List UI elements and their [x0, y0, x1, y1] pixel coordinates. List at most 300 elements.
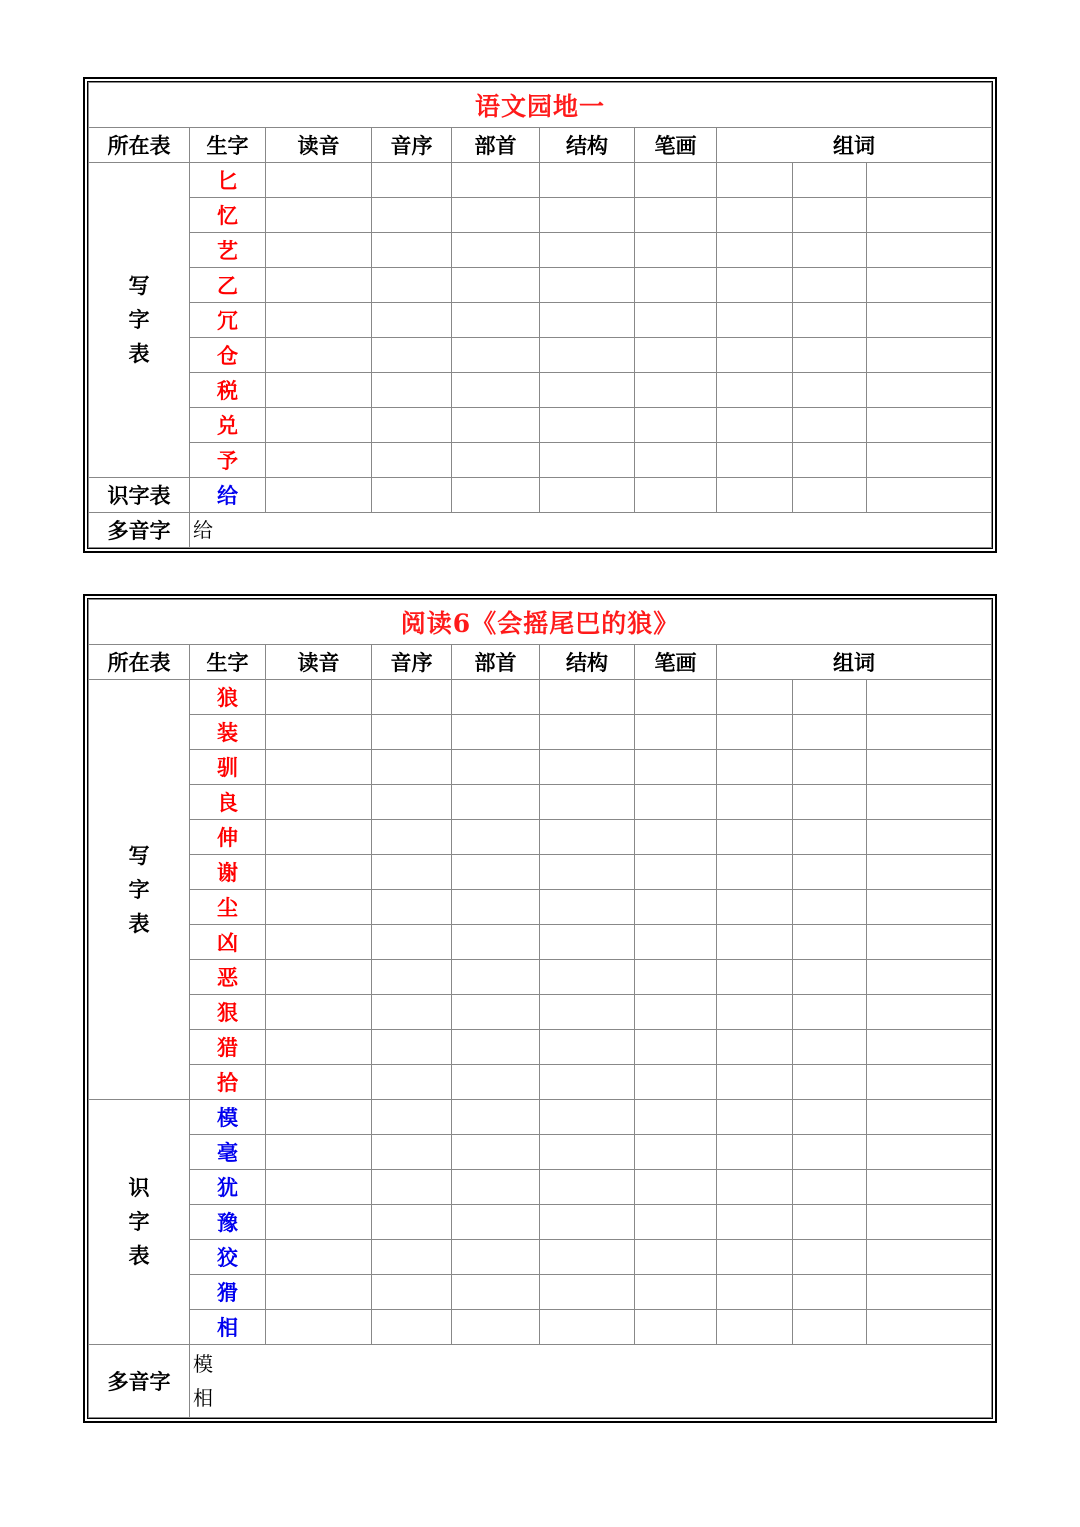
word-cell-3[interactable] [867, 198, 992, 233]
pronunciation-cell[interactable] [266, 1100, 372, 1135]
strokes-cell[interactable] [635, 198, 717, 233]
header-word-formation: 组词 [717, 128, 992, 163]
strokes-cell[interactable] [635, 163, 717, 198]
pronunciation-cell[interactable] [266, 478, 372, 513]
word-cell-3[interactable] [867, 855, 992, 890]
write-table-label [89, 680, 190, 1100]
word-cell-1[interactable] [717, 163, 793, 198]
word-cell-1[interactable] [717, 855, 793, 890]
read-table-label [89, 1100, 190, 1345]
word-cell-2[interactable] [793, 750, 867, 785]
character-cell: 狠 [190, 995, 266, 1030]
pronunciation-cell[interactable] [266, 1065, 372, 1100]
radical-cell[interactable] [452, 478, 540, 513]
word-cell-1[interactable] [717, 373, 793, 408]
pronunciation-cell[interactable] [266, 303, 372, 338]
radical-cell[interactable] [452, 233, 540, 268]
table-row [89, 1205, 992, 1240]
table-row [89, 890, 992, 925]
phonetic-order-cell[interactable] [372, 233, 452, 268]
header-character: 生字 [190, 128, 266, 163]
polyphone-label: 多音字 [89, 513, 190, 548]
pronunciation-cell[interactable] [266, 1240, 372, 1275]
word-cell-1[interactable] [717, 1065, 793, 1100]
radical-cell[interactable] [452, 163, 540, 198]
polyphone-character: 模 [193, 1352, 213, 1376]
structure-cell[interactable] [540, 1030, 635, 1065]
phonetic-order-cell[interactable] [372, 373, 452, 408]
pronunciation-cell[interactable] [266, 925, 372, 960]
character-cell: 伸 [190, 820, 266, 855]
word-cell-3[interactable] [867, 680, 992, 715]
table-row [89, 820, 992, 855]
structure-cell[interactable] [540, 1275, 635, 1310]
radical-cell[interactable] [452, 820, 540, 855]
pronunciation-cell[interactable] [266, 1310, 372, 1345]
pronunciation-cell[interactable] [266, 268, 372, 303]
table-row [89, 233, 992, 268]
pronunciation-cell[interactable] [266, 785, 372, 820]
strokes-cell[interactable] [635, 268, 717, 303]
word-cell-3[interactable] [867, 715, 992, 750]
word-cell-3[interactable] [867, 478, 992, 513]
pronunciation-cell[interactable] [266, 1170, 372, 1205]
pronunciation-cell[interactable] [266, 198, 372, 233]
word-cell-3[interactable] [867, 373, 992, 408]
word-cell-2[interactable] [793, 198, 867, 233]
word-cell-3[interactable] [867, 820, 992, 855]
phonetic-order-cell[interactable] [372, 443, 452, 478]
word-cell-2[interactable] [793, 303, 867, 338]
structure-cell[interactable] [540, 1100, 635, 1135]
word-cell-3[interactable] [867, 303, 992, 338]
word-cell-2[interactable] [793, 1030, 867, 1065]
radical-cell[interactable] [452, 303, 540, 338]
word-cell-1[interactable] [717, 268, 793, 303]
table-row [89, 268, 992, 303]
word-cell-1[interactable] [717, 925, 793, 960]
strokes-cell[interactable] [635, 1100, 717, 1135]
radical-cell[interactable] [452, 198, 540, 233]
word-cell-2[interactable] [793, 338, 867, 373]
header-row [89, 645, 992, 680]
radical-cell[interactable] [452, 680, 540, 715]
word-cell-1[interactable] [717, 960, 793, 995]
word-cell-1[interactable] [717, 1030, 793, 1065]
phonetic-order-cell[interactable] [372, 338, 452, 373]
word-cell-1[interactable] [717, 1240, 793, 1275]
radical-cell[interactable] [452, 855, 540, 890]
table-row [89, 478, 992, 513]
pronunciation-cell[interactable] [266, 1205, 372, 1240]
structure-cell[interactable] [540, 680, 635, 715]
table-title: 阅读6《会摇尾巴的狼》 [89, 600, 992, 645]
character-cell: 豫 [190, 1205, 266, 1240]
radical-cell[interactable] [452, 1135, 540, 1170]
table-row [89, 303, 992, 338]
structure-cell[interactable] [540, 303, 635, 338]
structure-cell[interactable] [540, 443, 635, 478]
radical-cell[interactable] [452, 1310, 540, 1345]
structure-cell[interactable] [540, 268, 635, 303]
pronunciation-cell[interactable] [266, 1135, 372, 1170]
phonetic-order-cell[interactable] [372, 750, 452, 785]
write-table-label-char: 表 [128, 341, 150, 366]
header-strokes: 笔画 [635, 128, 717, 163]
character-cell: 装 [190, 715, 266, 750]
character-cell: 尘 [190, 890, 266, 925]
table-row [89, 338, 992, 373]
phonetic-order-cell[interactable] [372, 995, 452, 1030]
header-word-formation: 组词 [717, 645, 992, 680]
phonetic-order-cell[interactable] [372, 478, 452, 513]
radical-cell[interactable] [452, 995, 540, 1030]
strokes-cell[interactable] [635, 960, 717, 995]
radical-cell[interactable] [452, 443, 540, 478]
word-cell-1[interactable] [717, 1275, 793, 1310]
word-cell-1[interactable] [717, 233, 793, 268]
table-row [89, 925, 992, 960]
word-cell-1[interactable] [717, 785, 793, 820]
header-phonetic-order: 音序 [372, 128, 452, 163]
word-cell-3[interactable] [867, 1275, 992, 1310]
strokes-cell[interactable] [635, 890, 717, 925]
phonetic-order-cell[interactable] [372, 1170, 452, 1205]
word-cell-2[interactable] [793, 373, 867, 408]
structure-cell[interactable] [540, 338, 635, 373]
word-cell-1[interactable] [717, 1205, 793, 1240]
strokes-cell[interactable] [635, 1030, 717, 1065]
word-cell-3[interactable] [867, 750, 992, 785]
character-cell: 给 [190, 478, 266, 513]
pronunciation-cell[interactable] [266, 338, 372, 373]
structure-cell[interactable] [540, 1310, 635, 1345]
radical-cell[interactable] [452, 750, 540, 785]
pronunciation-cell[interactable] [266, 715, 372, 750]
structure-cell[interactable] [540, 233, 635, 268]
header-row [89, 128, 992, 163]
word-cell-1[interactable] [717, 1170, 793, 1205]
word-cell-1[interactable] [717, 303, 793, 338]
strokes-cell[interactable] [635, 373, 717, 408]
strokes-cell[interactable] [635, 338, 717, 373]
word-cell-2[interactable] [793, 890, 867, 925]
character-cell: 毫 [190, 1135, 266, 1170]
word-cell-2[interactable] [793, 1135, 867, 1170]
header-radical: 部首 [452, 645, 540, 680]
word-cell-2[interactable] [793, 233, 867, 268]
phonetic-order-cell[interactable] [372, 1065, 452, 1100]
word-cell-3[interactable] [867, 1310, 992, 1345]
word-cell-1[interactable] [717, 995, 793, 1030]
word-cell-3[interactable] [867, 408, 992, 443]
structure-cell[interactable] [540, 750, 635, 785]
phonetic-order-cell[interactable] [372, 1135, 452, 1170]
strokes-cell[interactable] [635, 785, 717, 820]
structure-cell[interactable] [540, 408, 635, 443]
word-cell-2[interactable] [793, 960, 867, 995]
word-cell-2[interactable] [793, 1310, 867, 1345]
radical-cell[interactable] [452, 1275, 540, 1310]
header-structure: 结构 [540, 645, 635, 680]
polyphone-values[interactable] [190, 513, 992, 548]
radical-cell[interactable] [452, 408, 540, 443]
strokes-cell[interactable] [635, 820, 717, 855]
pronunciation-cell[interactable] [266, 163, 372, 198]
strokes-cell[interactable] [635, 995, 717, 1030]
strokes-cell[interactable] [635, 1240, 717, 1275]
strokes-cell[interactable] [635, 1135, 717, 1170]
radical-cell[interactable] [452, 890, 540, 925]
word-cell-2[interactable] [793, 1275, 867, 1310]
word-cell-2[interactable] [793, 408, 867, 443]
structure-cell[interactable] [540, 163, 635, 198]
pronunciation-cell[interactable] [266, 855, 372, 890]
strokes-cell[interactable] [635, 1205, 717, 1240]
word-cell-1[interactable] [717, 1100, 793, 1135]
strokes-cell[interactable] [635, 1310, 717, 1345]
strokes-cell[interactable] [635, 1065, 717, 1100]
word-cell-2[interactable] [793, 995, 867, 1030]
phonetic-order-cell[interactable] [372, 680, 452, 715]
word-cell-2[interactable] [793, 820, 867, 855]
word-cell-3[interactable] [867, 338, 992, 373]
radical-cell[interactable] [452, 1170, 540, 1205]
word-cell-1[interactable] [717, 198, 793, 233]
word-cell-3[interactable] [867, 1065, 992, 1100]
pronunciation-cell[interactable] [266, 443, 372, 478]
character-cell: 乙 [190, 268, 266, 303]
character-cell: 猾 [190, 1275, 266, 1310]
phonetic-order-cell[interactable] [372, 1240, 452, 1275]
radical-cell[interactable] [452, 1065, 540, 1100]
character-cell: 恶 [190, 960, 266, 995]
header-location: 所在表 [89, 645, 190, 680]
word-cell-2[interactable] [793, 1065, 867, 1100]
structure-cell[interactable] [540, 1240, 635, 1275]
phonetic-order-cell[interactable] [372, 1205, 452, 1240]
phonetic-order-cell[interactable] [372, 1030, 452, 1065]
word-cell-3[interactable] [867, 785, 992, 820]
table-row [89, 750, 992, 785]
structure-cell[interactable] [540, 478, 635, 513]
table-row [89, 1065, 992, 1100]
structure-cell[interactable] [540, 1170, 635, 1205]
character-cell: 谢 [190, 855, 266, 890]
phonetic-order-cell[interactable] [372, 890, 452, 925]
polyphone-label: 多音字 [89, 1345, 190, 1418]
pronunciation-cell[interactable] [266, 995, 372, 1030]
word-cell-3[interactable] [867, 1205, 992, 1240]
strokes-cell[interactable] [635, 715, 717, 750]
radical-cell[interactable] [452, 373, 540, 408]
strokes-cell[interactable] [635, 478, 717, 513]
radical-cell[interactable] [452, 1030, 540, 1065]
table-row [89, 715, 992, 750]
phonetic-order-cell[interactable] [372, 785, 452, 820]
pronunciation-cell[interactable] [266, 820, 372, 855]
word-cell-3[interactable] [867, 995, 992, 1030]
word-cell-2[interactable] [793, 680, 867, 715]
word-cell-3[interactable] [867, 1030, 992, 1065]
strokes-cell[interactable] [635, 925, 717, 960]
phonetic-order-cell[interactable] [372, 198, 452, 233]
strokes-cell[interactable] [635, 855, 717, 890]
phonetic-order-cell[interactable] [372, 960, 452, 995]
write-table-label-char: 写 [128, 842, 150, 868]
word-cell-2[interactable] [793, 855, 867, 890]
read-table-label: 识字表 [89, 478, 190, 513]
table-row [89, 1275, 992, 1310]
strokes-cell[interactable] [635, 750, 717, 785]
table-row [89, 163, 992, 198]
strokes-cell[interactable] [635, 233, 717, 268]
word-cell-1[interactable] [717, 890, 793, 925]
phonetic-order-cell[interactable] [372, 268, 452, 303]
word-cell-2[interactable] [793, 478, 867, 513]
radical-cell[interactable] [452, 268, 540, 303]
radical-cell[interactable] [452, 338, 540, 373]
character-cell: 兑 [190, 408, 266, 443]
strokes-cell[interactable] [635, 1275, 717, 1310]
word-cell-3[interactable] [867, 1240, 992, 1275]
radical-cell[interactable] [452, 1100, 540, 1135]
polyphone-values[interactable] [190, 1345, 992, 1418]
character-cell: 拾 [190, 1065, 266, 1100]
word-cell-3[interactable] [867, 1100, 992, 1135]
word-cell-2[interactable] [793, 443, 867, 478]
word-cell-2[interactable] [793, 785, 867, 820]
word-cell-1[interactable] [717, 478, 793, 513]
word-cell-1[interactable] [717, 408, 793, 443]
phonetic-order-cell[interactable] [372, 925, 452, 960]
structure-cell[interactable] [540, 960, 635, 995]
word-cell-3[interactable] [867, 233, 992, 268]
structure-cell[interactable] [540, 1065, 635, 1100]
structure-cell[interactable] [540, 373, 635, 408]
header-pronunciation: 读音 [266, 645, 372, 680]
table-row [89, 855, 992, 890]
radical-cell[interactable] [452, 1240, 540, 1275]
word-cell-1[interactable] [717, 1135, 793, 1170]
strokes-cell[interactable] [635, 1170, 717, 1205]
phonetic-order-cell[interactable] [372, 715, 452, 750]
character-cell: 艺 [190, 233, 266, 268]
phonetic-order-cell[interactable] [372, 303, 452, 338]
worksheet-table-1 [83, 77, 997, 553]
header-strokes: 笔画 [635, 645, 717, 680]
word-cell-1[interactable] [717, 1310, 793, 1345]
word-cell-3[interactable] [867, 1170, 992, 1205]
pronunciation-cell[interactable] [266, 680, 372, 715]
strokes-cell[interactable] [635, 680, 717, 715]
pronunciation-cell[interactable] [266, 233, 372, 268]
word-cell-2[interactable] [793, 925, 867, 960]
table-row [89, 408, 992, 443]
structure-cell[interactable] [540, 1205, 635, 1240]
header-radical: 部首 [452, 128, 540, 163]
word-cell-2[interactable] [793, 715, 867, 750]
table-row [89, 960, 992, 995]
pronunciation-cell[interactable] [266, 408, 372, 443]
word-cell-1[interactable] [717, 338, 793, 373]
structure-cell[interactable] [540, 1135, 635, 1170]
structure-cell[interactable] [540, 995, 635, 1030]
radical-cell[interactable] [452, 960, 540, 995]
table-row [89, 1310, 992, 1345]
word-cell-2[interactable] [793, 1170, 867, 1205]
table-row [89, 1170, 992, 1205]
pronunciation-cell[interactable] [266, 1275, 372, 1310]
word-cell-3[interactable] [867, 443, 992, 478]
phonetic-order-cell[interactable] [372, 408, 452, 443]
read-table-label-char: 识 [128, 1175, 150, 1200]
word-cell-2[interactable] [793, 163, 867, 198]
word-cell-1[interactable] [717, 715, 793, 750]
word-cell-3[interactable] [867, 163, 992, 198]
word-cell-2[interactable] [793, 1100, 867, 1135]
character-cell: 猎 [190, 1030, 266, 1065]
structure-cell[interactable] [540, 925, 635, 960]
character-cell: 匕 [190, 163, 266, 198]
table-row [89, 443, 992, 478]
word-cell-3[interactable] [867, 268, 992, 303]
pronunciation-cell[interactable] [266, 1030, 372, 1065]
word-cell-1[interactable] [717, 820, 793, 855]
phonetic-order-cell[interactable] [372, 1100, 452, 1135]
word-cell-3[interactable] [867, 890, 992, 925]
structure-cell[interactable] [540, 715, 635, 750]
word-cell-1[interactable] [717, 750, 793, 785]
table-row [89, 1240, 992, 1275]
pronunciation-cell[interactable] [266, 750, 372, 785]
word-cell-3[interactable] [867, 960, 992, 995]
structure-cell[interactable] [540, 855, 635, 890]
phonetic-order-cell[interactable] [372, 820, 452, 855]
radical-cell[interactable] [452, 785, 540, 820]
word-cell-3[interactable] [867, 1135, 992, 1170]
pronunciation-cell[interactable] [266, 890, 372, 925]
phonetic-order-cell[interactable] [372, 855, 452, 890]
structure-cell[interactable] [540, 820, 635, 855]
strokes-cell[interactable] [635, 303, 717, 338]
phonetic-order-cell[interactable] [372, 1275, 452, 1310]
phonetic-order-cell[interactable] [372, 1310, 452, 1345]
structure-cell[interactable] [540, 785, 635, 820]
word-cell-2[interactable] [793, 1205, 867, 1240]
phonetic-order-cell[interactable] [372, 163, 452, 198]
structure-cell[interactable] [540, 890, 635, 925]
word-cell-1[interactable] [717, 680, 793, 715]
strokes-cell[interactable] [635, 408, 717, 443]
pronunciation-cell[interactable] [266, 960, 372, 995]
word-cell-2[interactable] [793, 1240, 867, 1275]
character-cell: 冗 [190, 303, 266, 338]
character-cell: 相 [190, 1310, 266, 1345]
strokes-cell[interactable] [635, 443, 717, 478]
table-row [89, 1100, 992, 1135]
word-cell-2[interactable] [793, 268, 867, 303]
radical-cell[interactable] [452, 925, 540, 960]
structure-cell[interactable] [540, 198, 635, 233]
radical-cell[interactable] [452, 1205, 540, 1240]
polyphone-character: 相 [193, 1386, 213, 1410]
word-cell-1[interactable] [717, 443, 793, 478]
pronunciation-cell[interactable] [266, 373, 372, 408]
radical-cell[interactable] [452, 715, 540, 750]
table-row [89, 198, 992, 233]
word-cell-3[interactable] [867, 925, 992, 960]
